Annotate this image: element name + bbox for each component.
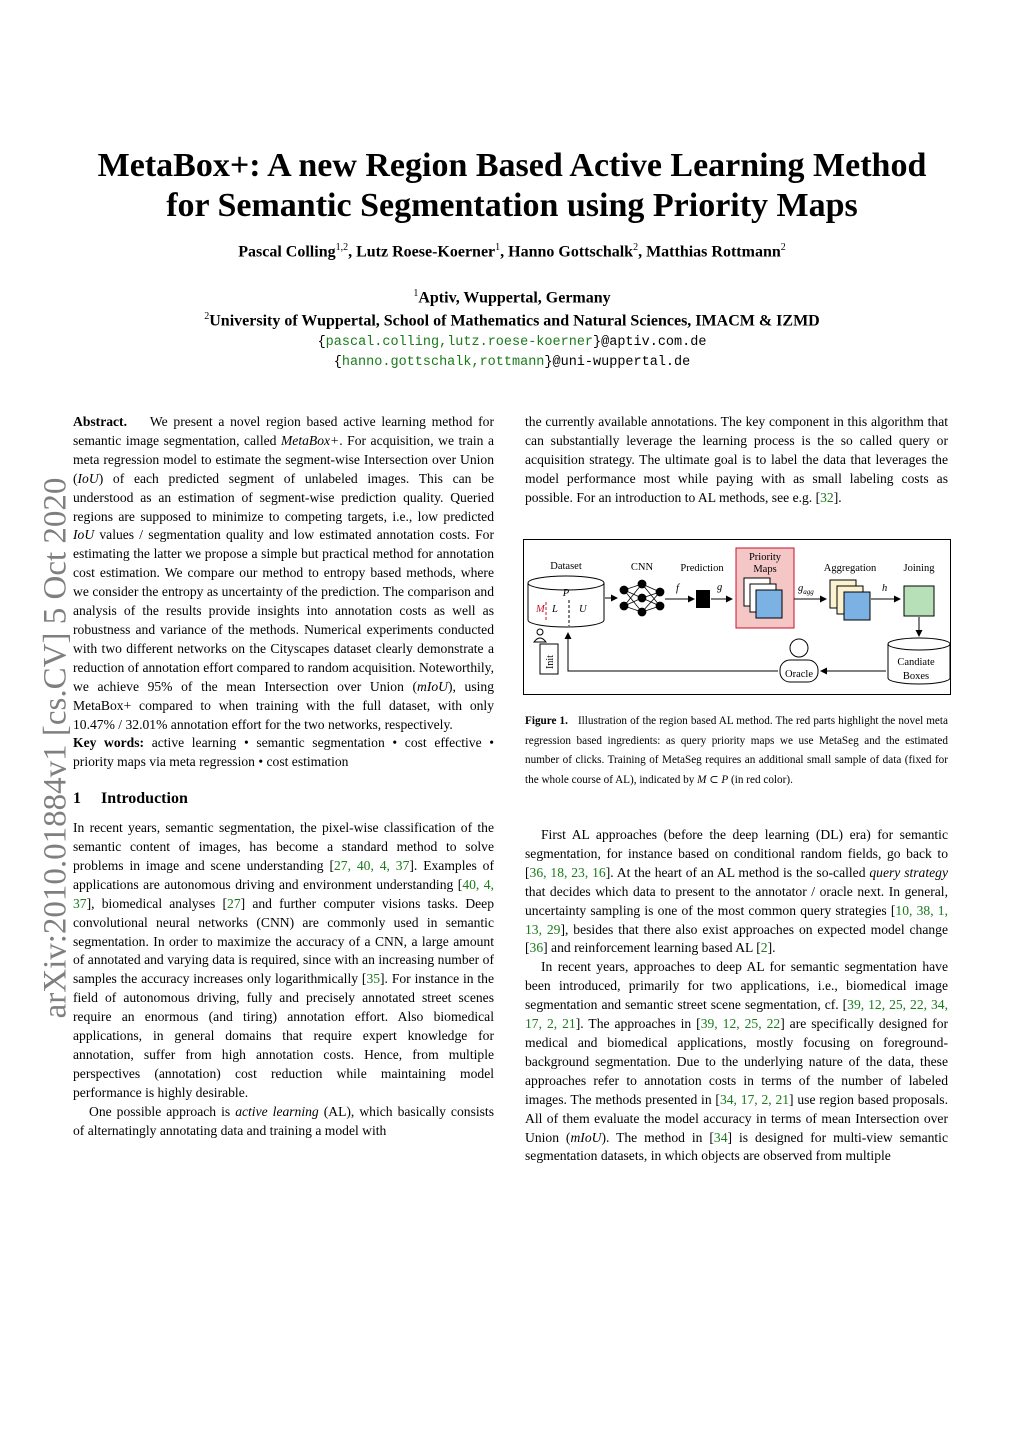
abstract-label: Abstract. [73,414,127,429]
figure-caption [525,712,948,790]
affiliation-1 [40,288,984,307]
body-text: ] is designed for multi-view semantic segmentation datasets, in which objects are observed from multiple [525,1129,948,1164]
intro-text: ], biomedical analyses [ [86,895,228,911]
citation-link[interactable]: 36 [529,940,544,956]
caption-math: M ⊂ P [697,773,729,786]
person-icon [534,629,546,642]
set-u-label: U [579,604,587,615]
priority-map-sheet [756,590,782,618]
intro-text: ]. Examples of applications are autonomous driving and environment understanding [ [73,857,494,892]
intro-text: ] and further computer visions tasks. Deep convolutional neural networks (CNN) are commonly used in semantic segmentation. In order to maximize the accuracy of a CNN, a large amount of annotated and varying data is required, since with an increasing number of samples the accuracy increases only logarithmically [ [73,895,494,987]
math-iou: IoU [77,470,99,486]
oracle-label: Oracle [785,669,813,680]
affiliation-text: University of Wuppertal, School of Mathematics and Natural Sciences, IMACM & IZMD [209,312,820,330]
email-link[interactable]: hanno.gottschalk,rottmann [341,355,545,370]
prediction-map [696,590,710,608]
citation-link[interactable]: 39, 12, 25, 22, 34, 17, 2, 21 [525,997,948,1032]
citation-link[interactable]: 40, 4, 37 [73,876,494,911]
author-separator: , [348,243,357,261]
oracle-head-icon [790,639,808,657]
author-name: Lutz Roese-Koerner [356,243,496,261]
citation-link[interactable]: 35 [366,971,381,987]
body-text: ] and reinforcement learning based AL [ [543,940,761,956]
email-brace: { [317,335,326,350]
body-text: the currently available annotations. The key component in this algorithm that can substantially leverage the learning process is the so called query or acquisition strategy. The ultimate goal is to label the data that leverages the model performance most while paying with as small labeling costs as possible. For an introduction to AL methods, see e.g. [ [525,414,948,505]
author-list [40,242,984,261]
cnn-label: CNN [630,562,654,573]
author-separator: , [500,243,509,261]
aggregation-label: Aggregation [823,563,877,574]
affiliation-mark: 2 [204,311,210,322]
f-label: f [676,583,679,594]
priority-label-line-1: Priority [748,552,782,563]
joining-box [904,586,934,616]
body-text: ]. [767,940,776,956]
section-title: Introduction [101,790,188,808]
citation-link[interactable]: 34, 17, 2, 21 [719,1091,790,1107]
candidate-label-line-1: Candiate [897,657,935,668]
paragraph-deep-al [525,958,948,1166]
body-text: First AL approaches (before the deep learning (DL) era) for semantic segmentation, for instance based on conditional random fields, go back to [ [525,827,948,880]
email-domain: }@uni-wuppertal.de [544,355,691,370]
paper-title [40,146,984,226]
cnn-network-icon [620,580,664,616]
keywords [73,734,494,772]
author-affiliation-mark: 1 [495,242,501,253]
intro-text: In recent years, semantic segmentation, the pixel-wise classification of the semantic content of images, has become a standard method to solve problems in image and scene understanding [ [73,820,494,873]
term-emphasis: active learning [235,1103,319,1119]
init-label: Init [545,655,556,669]
author-name: Matthias Rottmann [646,243,781,261]
email-line-2 [40,355,984,370]
citation-link[interactable]: 2 [760,940,768,956]
affiliation-mark: 1 [413,288,419,299]
body-text: ). The method in [ [601,1129,714,1145]
math-iou: IoU [73,527,95,543]
intro-continued [525,413,948,508]
priority-label-line-2: Maps [753,564,777,575]
section-number: 1 [73,790,81,808]
body-text: ], besides that there also exist approaches on expected model change [ [525,921,948,956]
body-text: ]. At the heart of an AL method is the so-called [605,864,870,880]
intro-text: (AL), which basically consists of alternatingly annotating data and training a model with [73,1103,494,1138]
affiliation-2 [40,311,984,330]
joining-label: Joining [903,563,935,574]
candidate-cylinder-top [888,638,950,650]
intro-paragraph-2 [73,1103,494,1141]
left-column [73,413,494,1141]
prediction-label: Prediction [680,563,724,574]
citation-link[interactable]: 27 [227,895,241,911]
title-line-2: for Semantic Segmentation using Priority Maps [166,187,858,224]
abstract-text: ) of each predicted segment of unlabeled images. This can be understood as an estimation of segment-wise prediction quality. Queried regions are supposed to minimize to competing targets, i.e., low predicted [73,470,494,524]
intro-paragraph-1 [73,819,494,1103]
author-affiliation-mark: 2 [633,242,639,253]
body-text: In recent years, approaches to deep AL for semantic segmentation have been introduced, primarily for two applications, i.e., biomedical image segmentation and semantic street scene segmentation, cf. [ [525,959,948,1013]
body-text: ] use region based proposals. All of them evaluate the model accuracy in terms of mean Intersection over Union ( [525,1091,948,1145]
keywords-label: Key words: [73,735,145,751]
citation-link[interactable]: 10, 38, 1, 13, 29 [525,902,948,937]
method-name: MetaBox+ [280,432,340,448]
email-link[interactable]: pascal.colling,lutz.roese-koerner [325,335,594,350]
section-heading [73,790,494,809]
author-name: Hanno Gottschalk [508,243,634,261]
h-label: h [882,583,888,594]
abstract-text: We present a novel region based active learning method for semantic image segmentation, called [73,414,494,448]
author-name: Pascal Colling [238,243,336,261]
author-affiliation-mark: 1,2 [335,242,349,253]
intro-text: One possible approach is [89,1103,236,1119]
title-line-1: MetaBox+: A new Region Based Active Learning Method [97,147,927,184]
email-line-1 [40,335,984,350]
arrow-oracle-dataset [568,633,778,671]
citation-link[interactable]: 39, 12, 25, 22 [700,1016,781,1032]
right-column-bottom [525,826,948,1166]
dataset-label: Dataset [550,561,582,572]
email-brace: { [333,355,342,370]
set-l-label: L [552,604,558,615]
term-emphasis: query strategy [869,864,948,880]
citation-link[interactable]: 34 [713,1129,728,1145]
aggregation-sheet [844,592,870,620]
figure-1 [523,539,951,695]
figure-label: Figure 1. [525,715,568,727]
gagg-label: $g_{agg}$ [798,583,814,596]
al-method-diagram [524,540,950,694]
right-column-top [525,413,948,508]
math-miou: mIoU [570,1129,602,1145]
paragraph-early-al [525,826,948,958]
g-label: g [717,582,723,593]
author-affiliation-mark: 2 [780,242,786,253]
body-text: ]. The approaches in [ [575,1016,701,1032]
affiliation-text: Aptiv, Wuppertal, Germany [418,289,611,307]
keywords-text: active learning • semantic segmentation • cost effective • priority maps via meta regression • cost estimation [73,735,494,770]
candidate-label-line-2: Boxes [902,671,930,682]
set-p-label: P [562,588,570,599]
abstract-text: . For acquisition, we train a meta regression model to estimate the segment-wise Intersection over Union ( [73,432,494,486]
citation-link[interactable]: 27, 40, 4, 37 [333,857,410,873]
caption-text: (in red color). [728,773,793,786]
caption-text: Illustration of the region based AL method. The red parts highlight the novel meta regression based ingredients: as query priority maps we use MetaSeg and the estimated number of clicks. Training of MetaSeg requires an additional small sample of data (fixed for the whole course of AL), indicated by [525,715,948,786]
abstract-text: values / segmentation quality and low estimated annotation costs. For estimating the latter we propose a simple but practical method for annotation cost estimation. We compare our method to entropy based methods, where we consider the entropy as uncertainty of the prediction. The comparison and analysis of the results provide insights into annotation costs as well as robustness and variance of the methods. Numerical experiments conducted with two different networks on the Cityscapes dataset clearly demonstrate a reduction of annotation effort compared to random acquisition. Noteworthily, we achieve 95% of the mean Intersection over Union ( [73,527,494,694]
author-separator: , [638,243,647,261]
abstract-text: ), using MetaBox+ compared to when training with the full dataset, with only 10.47% / 32.01% annotation effort for the two networks, respectively. [73,678,494,732]
body-text: that decides which data to present to the annotator / oracle next. In general, uncertainty sampling is one of the most common query strategies [ [525,883,948,918]
set-m-label: M [536,604,545,615]
math-miou: mIoU [417,678,448,694]
body-text: ] are specifically designed for medical and biomedical applications, mostly focusing on foreground-background segmentation. Due to the underlying nature of the data, these approaches refer to annotation costs in terms of the number of labeled images. The methods presented in [ [525,1016,949,1107]
email-domain: }@aptiv.com.de [593,335,707,350]
abstract [73,413,494,734]
body-text: ]. [833,489,842,505]
arxiv-identifier: arXiv:2010.01884v1 [cs.CV] 5 Oct 2020 [37,477,74,1019]
intro-text: ]. For instance in the field of autonomous driving, fully and precisely annotated street scenes require an enormous (and tiring) annotation effort. Also biomedical applications, in general domains that require expert knowledge for annotation, suffer from high annotation costs. Hence, from multiple perspectives (annotation) cost reduction while maintaining model performance is highly desirable. [73,971,495,1100]
citation-link[interactable]: 36, 18, 23, 16 [529,864,606,880]
citation-link[interactable]: 32 [820,489,834,505]
